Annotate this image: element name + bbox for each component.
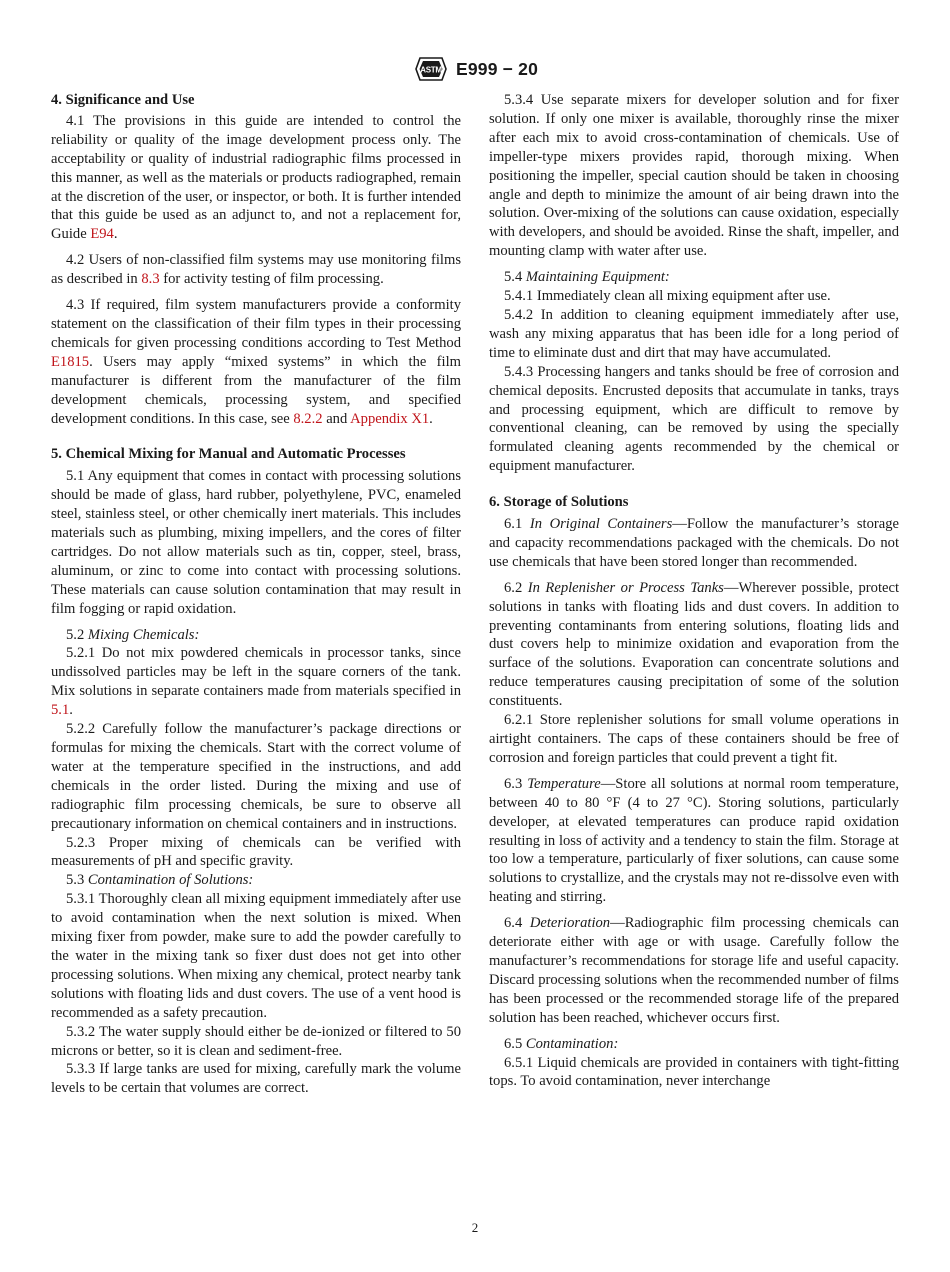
astm-logo-icon [412,54,450,84]
subsection-title: Contamination: [525,1035,619,1052]
paragraph-number: 6.1 [504,516,530,533]
section-heading: 6. Storage of Solutions [489,494,629,511]
paragraph-5-4-3: 5.4.3 Processing hangers and tanks should be free of corrosion and chemical deposits. Encrusted deposits that accumulate in tanks, trays and processing equipment, which are difficult to remove by conventional cleaning, can be removed by using the specially formulated cleaning agents recommended by the chemical or equipment manufacturer. [489,363,899,475]
subsection-title: Temperature [527,775,601,792]
paragraph-text: 4.3 If required, film system manufacturers provide a conformity statement on the classification of their film types in their processing chemicals for given processing conditions according to Test Method [51,297,461,351]
paragraph-6-5 [489,1035,899,1054]
link-5-1[interactable]: 5.1 [51,702,70,719]
paragraph-number: 5.2 [66,626,88,643]
paragraph-5-2 [51,626,461,645]
paragraph-number: 6.5 [504,1035,526,1052]
paragraph-text: —Radiographic film processing chemicals can deteriorate either with age or with usage. Carefully follow the manufacturer’s recommendations for storage life and useful capacity. Discard processing solutions when the recommended number of films has been processed or the recommended storage life of the prepared solution has been reached, whichever occurs first. [489,915,899,1026]
paragraph-5-4-2: 5.4.2 In addition to cleaning equipment immediately after use, wash any mixing apparatus that has been idle for a long period of time to eliminate dust and dirt that may have accumulated. [489,306,899,361]
paragraph-6-1 [489,515,899,572]
paragraph-text: . Users may apply “mixed systems” in which the film manufacturer is different from the manufacturer of the film development chemicals, processing system, and specified development conditions. In this case, see [51,353,461,427]
paragraph-6-2 [489,579,899,711]
link-e94[interactable]: E94 [90,226,114,243]
section-heading: 5. Chemical Mixing for Manual and Automatic Processes [51,446,406,463]
paragraph-6-2-1: 6.2.1 Store replenisher solutions for small volume operations in airtight containers. The caps of these containers should be free of corrosion and foreign particles that could prevent a tight fit. [489,712,899,766]
paragraph-text: . [113,226,118,243]
paragraph-number: 5.4 [504,269,526,286]
link-8-3[interactable]: 8.3 [141,271,160,288]
page-number: 2 [471,1220,479,1235]
subsection-title: Maintaining Equipment: [525,269,670,286]
subsection-title: Contamination of Solutions: [87,872,254,889]
left-column [51,91,461,1098]
paragraph-6-4 [489,914,899,1027]
paragraph-4-1 [51,112,461,244]
paragraph-text: —Follow the manufacturer’s storage and capacity recommendations packaged with the chemicals. Do not use chemicals that have been stored longer than recommended. [489,516,900,570]
paragraph-text: 5.2.1 Do not mix powdered chemicals in processor tanks, since undissolved particles may be left in the square corners of the tank. Mix solutions in separate containers made from materials specified in [51,645,461,700]
paragraph-5-4-1: 5.4.1 Immediately clean all mixing equipment after use. [504,288,831,305]
paragraph-5-3-2: 5.3.2 The water supply should either be de-ionized or filtered to 50 microns or better, so it is clean and sediment-free. [51,1023,461,1059]
paragraph-6-5-1: 6.5.1 Liquid chemicals are provided in containers with tight-fitting tops. To avoid contamination, never interchange [489,1054,899,1090]
paragraph-text: . [429,410,433,427]
paragraph-4-2 [51,251,461,289]
paragraph-text: for activity testing of film processing. [159,271,384,288]
link-e1815[interactable]: E1815 [51,353,90,370]
link-appendix-x1[interactable]: Appendix X1 [350,410,430,427]
paragraph-text: 4.2 Users of non-classified film systems may use monitoring films as described in [51,252,461,288]
paragraph-6-3 [489,775,899,907]
paragraph-number: 6.3 [504,775,528,792]
subsection-title: In Replenisher or Process Tanks [527,579,724,596]
paragraph-number: 6.2 [504,579,528,596]
paragraph-text: —Wherever possible, protect solutions in tanks with floating lids and dust covers. In addition to preventing contaminants from entering solutions, floating lids and dust covers help to minimize oxidation and evaporation from the surface of the solutions. Evaporation can concentrate solutions and reduce temperatures causing precipitation of some of the solution constituents. [489,579,900,710]
page-header [0,54,950,84]
document-designation: E999 − 20 [455,58,539,79]
paragraph-text: . [69,702,73,719]
paragraph-5-2-1 [51,644,461,720]
paragraph-text: 4.1 The provisions in this guide are intended to control the reliability or quality of the image development process only. The acceptability or quality of industrial radiographic films processed in this manner, as well as the materials or products radiographed, remain at the discretion of the user, or inspector, or both. It is further intended that this guide be used as an adjunct to, and not a replacement for, Guide [51,112,461,243]
subsection-title: Mixing Chemicals: [87,626,200,643]
paragraph-text: —Store all solutions at normal room temperature, between 40 to 80 °F (4 to 27 °C). Storing solutions, particularly developer, at elevated temperatures can produce rapid oxidation resulting in loss of activity and a tendency to stain the film. Storage at too low a temperature, particularly of fixer solutions, can cause some solutions to crystallize, and the crystals may not re-dissolve even with heating and stirring. [489,775,900,906]
paragraph-5-3-4: 5.3.4 Use separate mixers for developer solution and for fixer solution. If only one mixer is available, thoroughly rinse the mixer after each mix to avoid cross-contamination of chemicals. Use of impeller-type mixers provides rapid, thorough mixing. When positioning the impeller, special caution should be taken in choosing angle and depth to minimize the amount of air being drawn into the solution. Over-mixing of the solutions can cause oxidation, especially with developers, and should be avoided. Rinse the shaft, impeller, and mounting clamp with water after use. [489,92,899,260]
paragraph-4-3 [51,296,461,428]
paragraph-5-3 [51,871,461,890]
subsection-title: Deterioration [529,915,611,932]
section-heading: 4. Significance and Use [51,92,195,108]
right-column [489,91,899,1091]
paragraph-number: 6.4 [504,915,530,932]
paragraph-text: and [322,410,351,427]
svg-text:ASTM: ASTM [420,65,442,75]
paragraph-5-3-3: 5.3.3 If large tanks are used for mixing, carefully mark the volume levels to be certain that volumes are correct. [51,1061,461,1097]
paragraph-5-1: 5.1 Any equipment that comes in contact with processing solutions should be made of glass, hard rubber, polyethylene, PVC, enameled steel, stainless steel, or other chemically inert materials. This includes materials such as plumbing, mixing impellers, and the cores of filter cartridges. Do not allow materials such as tin, copper, steel, brass, aluminum, or zinc to come into contact with processing solutions. These materials can cause solution contamination that may result in film fogging or rapid oxidation. [51,468,461,617]
subsection-title: In Original Containers [529,516,673,533]
paragraph-5-3-1: 5.3.1 Thoroughly clean all mixing equipment immediately after use to avoid contamination when the next solution is mixed. When mixing fixer from powder, make sure to add the powder carefully to the water in the mixing tank so fixer dust does not get into other processing solutions. When mixing any chemical, protect nearby tank solutions with floating lids and dust covers. The use of a vent hood is recommended as a safety precaution. [51,891,461,1021]
link-8-2-2[interactable]: 8.2.2 [293,410,323,427]
paragraph-5-2-3: 5.2.3 Proper mixing of chemicals can be verified with measurements of pH and specific gravity. [51,834,461,870]
paragraph-5-4 [489,268,899,287]
paragraph-5-2-2: 5.2.2 Carefully follow the manufacturer’s package directions or formulas for mixing the chemicals. Start with the correct volume of water at the temperature specified in the instructions, and add chemicals in the order listed. During the mixing and use of radiographic film processing chemicals, be sure to observe all precautionary information on chemical containers and in instructions. [51,721,461,832]
paragraph-number: 5.3 [66,872,88,889]
